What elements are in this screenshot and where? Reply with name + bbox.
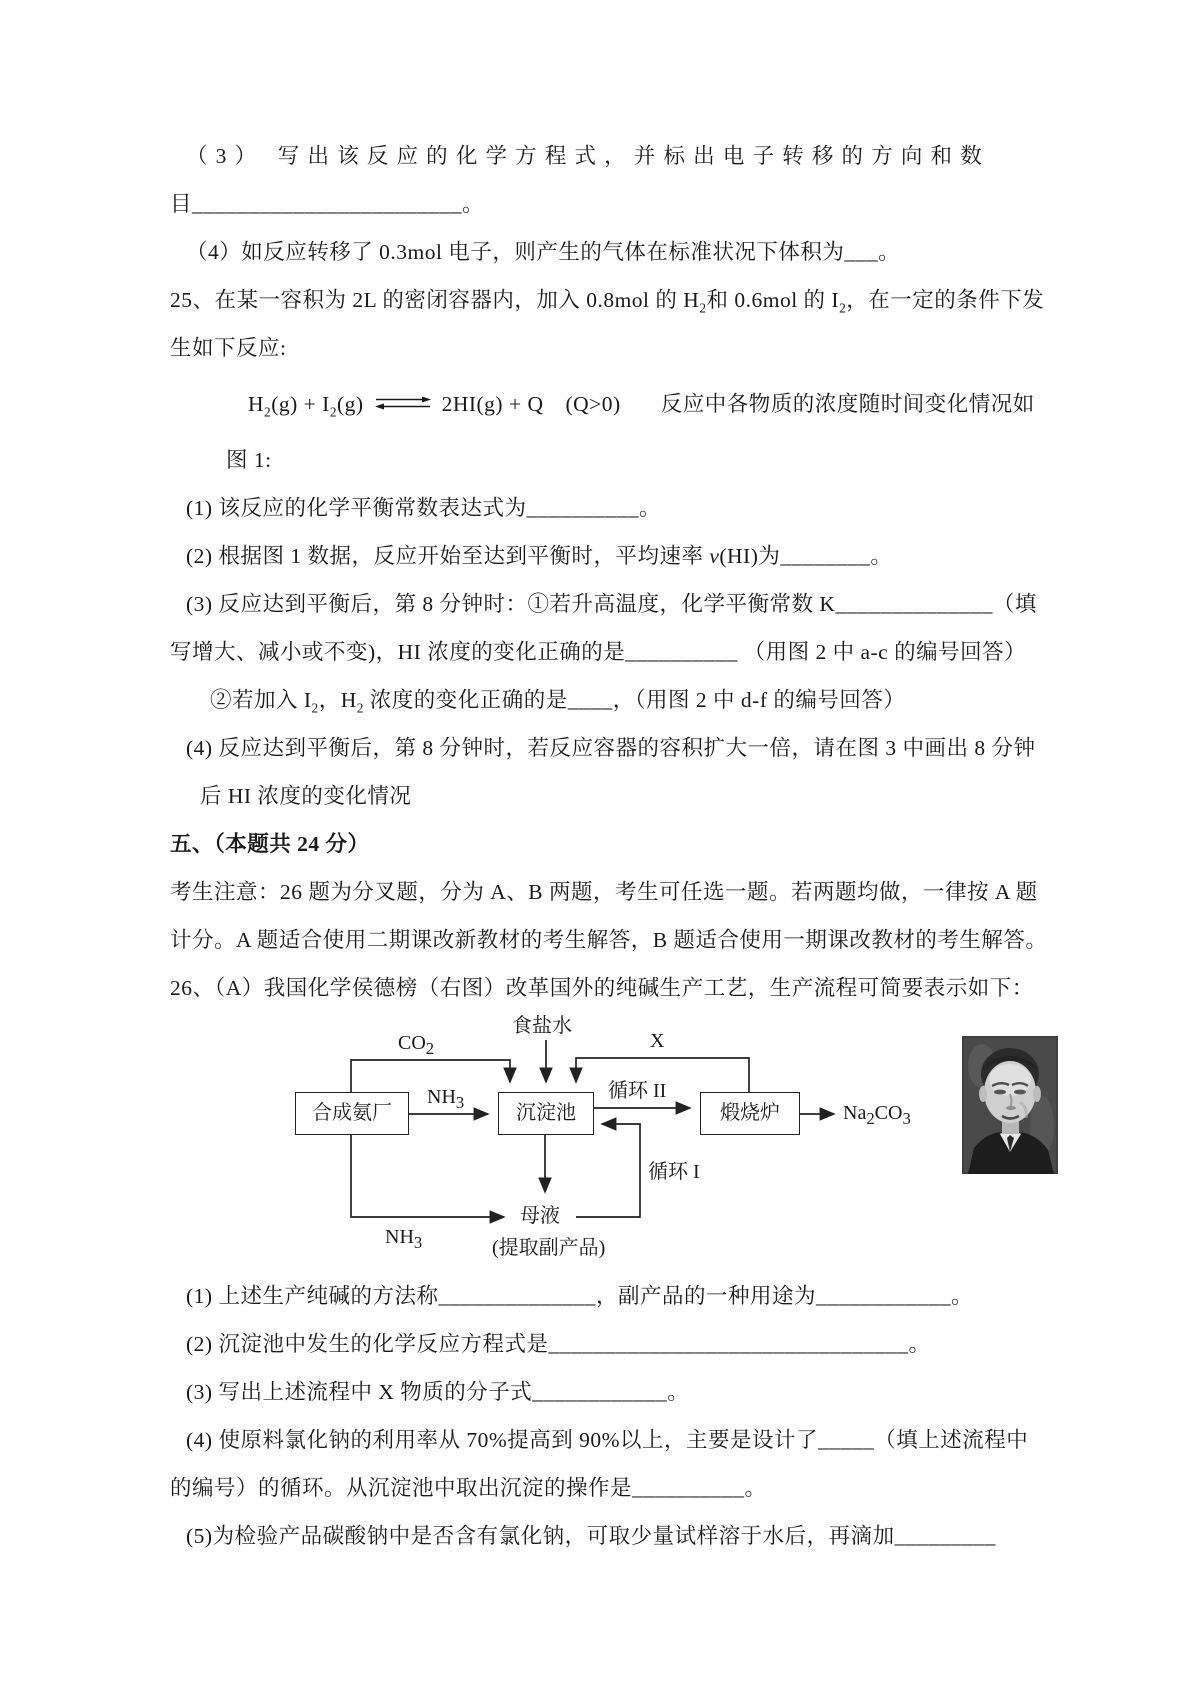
q26-part1: (1) 上述生产纯碱的方法称______________，副产品的一种用途为____________。 — [186, 1284, 973, 1308]
label-byproduct-note: (提取副产品) — [492, 1237, 606, 1259]
label-co2: $CO_2$ — [398, 1032, 435, 1058]
q24-part4: （4）如反应转移了 0.3mol 电子，则产生的气体在标准状况下体积为___。 — [186, 240, 901, 264]
label-product-na2co3: $Na_2CO_3$ — [843, 1102, 911, 1128]
q26-part4-line1: (4) 使原料氯化钠的利用率从 70%提高到 90%以上，主要是设计了_____（填上述流程中 — [186, 1428, 1029, 1452]
q25-part4-line2: 后 HI 浓度的变化情况 — [200, 784, 412, 808]
box-precipitation-tank: 沉淀池 — [498, 1092, 594, 1135]
equation-lhs: $H_2(g) + I_2(g)$ — [248, 392, 364, 420]
q26-part5: (5)为检验产品碳酸钠中是否含有氯化钠，可取少量试样溶于水后，再滴加_________ — [186, 1524, 996, 1548]
equation-rhs: 2HI(g) + Q (Q>0) — [441, 392, 621, 416]
section5-notice-line1: 考生注意：26 题为分叉题，分为 A、B 两题，考生可任选一题。若两题均做，一律按 A 题 — [170, 880, 1038, 904]
q25-part3-line2: 写增大、减小或不变)，HI 浓度的变化正确的是__________ （用图 2 中 a-c 的编号回答） — [170, 640, 1027, 664]
q25-intro-line2: 生如下反应: — [170, 336, 287, 360]
q26-intro: 26、（A）我国化学侯德榜（右图）改革国外的纯碱生产工艺，生产流程可简要表示如下： — [170, 976, 1034, 1000]
q25-part3-line3: ②若加入 $I_2$，$H_2$ 浓度的变化正确的是____，（用图 2 中 d-f 的编号回答） — [210, 688, 906, 716]
q25-part4-line1: (4) 反应达到平衡后，第 8 分钟时，若反应容器的容积扩大一倍，请在图 3 中画出 8 分钟 — [186, 736, 1036, 760]
q25-intro-line1: 25、在某一容积为 2L 的密闭容器内，加入 0.8mol 的 $H_2$和 0.6mol 的 $I_2$，在一定的条件下发 — [170, 288, 1045, 316]
box-calcination-furnace: 煅烧炉 — [700, 1092, 800, 1135]
q25-fig-ref: 图 1: — [226, 448, 272, 472]
q24-part3-line2-blank: 目________________________。 — [170, 192, 485, 216]
equation-note: 反应中各物质的浓度随时间变化情况如 — [660, 392, 1035, 416]
section5-heading: 五、（本题共 24 分） — [170, 832, 370, 856]
label-x-substance: X — [650, 1030, 665, 1052]
label-mother-liquor: 母液 — [520, 1205, 560, 1227]
q24-part3-line1: （3） 写出该反应的化学方程式，并标出电子转移的方向和数 — [186, 144, 990, 168]
q26-part3: (3) 写出上述流程中 X 物质的分子式____________。 — [186, 1380, 690, 1404]
q26-part2: (2) 沉淀池中发生的化学反应方程式是________________________________。 — [186, 1332, 931, 1356]
q25-equation — [170, 380, 1035, 428]
portrait-photo — [962, 1036, 1058, 1174]
q25-part1: (1) 该反应的化学平衡常数表达式为__________。 — [186, 496, 661, 520]
label-cycle-ii: 循环 II — [608, 1080, 667, 1102]
label-cycle-i: 循环 I — [648, 1161, 700, 1183]
label-nh3-top: $NH_3$ — [427, 1086, 465, 1112]
label-nh3-bottom: $NH_3$ — [385, 1226, 423, 1252]
reversible-arrow-icon — [374, 395, 432, 411]
soda-process-flowchart — [0, 1012, 1200, 1272]
box-ammonia-plant: 合成氨厂 — [295, 1092, 409, 1135]
q26-part4-line2: 的编号）的循环。从沉淀池中取出沉淀的操作是__________。 — [170, 1476, 767, 1500]
label-brine: 食盐水 — [512, 1015, 572, 1037]
q25-part3-line1: (3) 反应达到平衡后，第 8 分钟时：①若升高温度，化学平衡常数 K______________（填 — [186, 592, 1037, 616]
section5-notice-line2: 计分。A 题适合使用二期课改新教材的考生解答，B 题适合使用一期课改教材的考生解答。 — [170, 928, 1048, 952]
q25-part2: (2) 根据图 1 数据，反应开始至达到平衡时，平均速率 v(HI)为________。 — [186, 544, 893, 568]
